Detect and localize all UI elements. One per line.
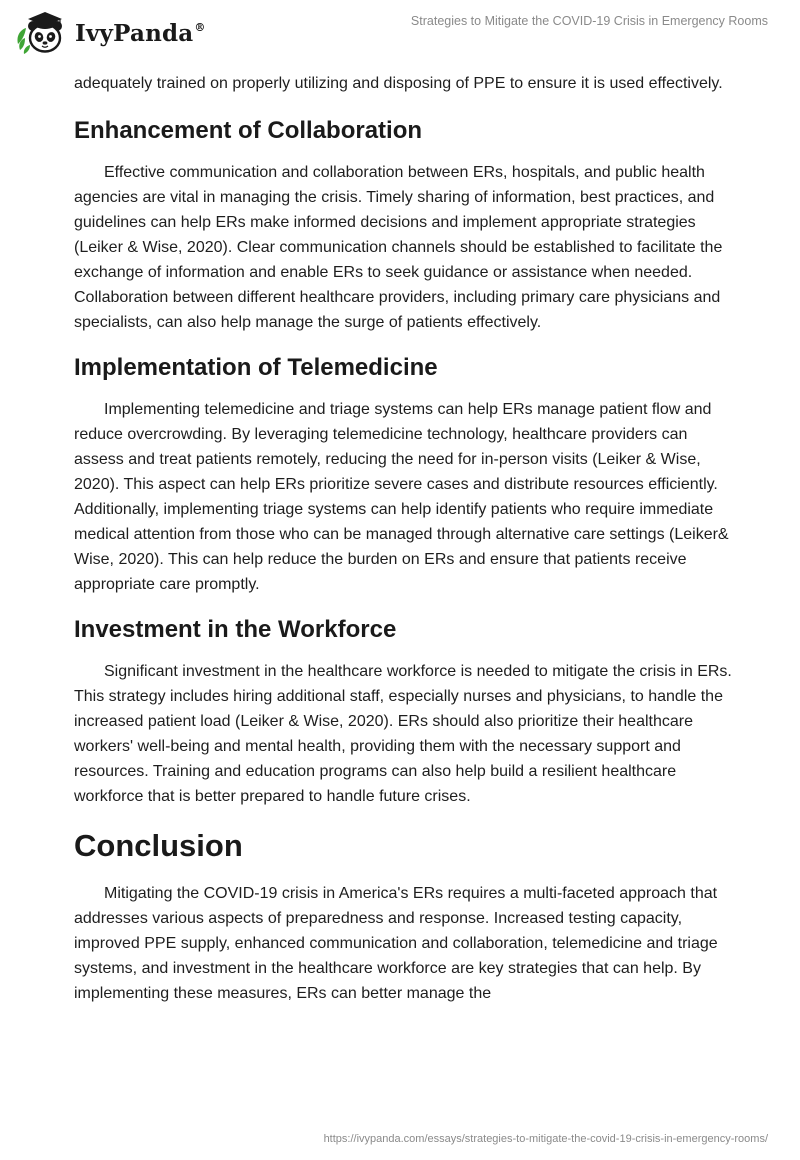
page-header — [0, 0, 800, 64]
registered-mark: ® — [194, 20, 206, 34]
conclusion-paragraph: Mitigating the COVID-19 crisis in America's ERs requires a multi-faceted approach that addresses various aspects of preparedness and response. Increased testing capacity, improved PPE supply, enhanced communication and collaboration, telemedicine and triage systems, and investment in the healthcare workforce are key strategies that can help. By implementing these measures, ERs can better manage the — [74, 885, 718, 1002]
conclusion-heading: Conclusion — [74, 828, 243, 863]
section-paragraph-collaboration: Effective communication and collaboration between ERs, hospitals, and public health agencies are vital in managing the crisis. Timely sharing of information, best practices, and guidelines can help ERs make informed decisions and implement appropriate strategies (Leiker & Wise, 2020). Clear communication channels should be established to facilitate the exchange of information and enable ERs to seek guidance or assistance when needed. Collaboration between different healthcare providers, including primary care physicians and specialists, can also help manage the surge of patients effectively. — [74, 164, 723, 331]
section-paragraph-workforce: Significant investment in the healthcare workforce is needed to mitigate the crisis in ERs. This strategy includes hiring additional staff, especially nurses and physicians, to handle the increased patient load (Leiker & Wise, 2020). ERs should also prioritize their healthcare workers' well-being and mental health, providing them with the necessary support and resources. Training and education programs can also help build a resilient healthcare workforce that is better prepared to handle future crises. — [74, 663, 732, 805]
ivypanda-logo[interactable] — [14, 6, 206, 56]
section-paragraph-telemedicine: Implementing telemedicine and triage systems can help ERs manage patient flow and reduce overcrowding. By leveraging telemedicine technology, healthcare providers can assess and treat patients remotely, reducing the need for in-person visits (Leiker & Wise, 2020). This aspect can help ERs prioritize severe cases and distribute resources efficiently. Additionally, implementing triage systems can help identify patients who require immediate medical attention from those who can be managed through alternative care settings (Leiker& Wise, 2020). This can help reduce the burden on ERs and ensure that patients receive appropriate care promptly. — [74, 401, 729, 593]
section-heading-telemedicine: Implementation of Telemedicine — [74, 354, 438, 381]
source-url[interactable]: https://ivypanda.com/essays/strategies-to-mitigate-the-covid-19-crisis-in-emergency-rooms/ — [323, 1133, 768, 1145]
document-title: Strategies to Mitigate the COVID-19 Crisis in Emergency Rooms — [410, 14, 768, 28]
section-heading-collaboration: Enhancement of Collaboration — [74, 117, 423, 144]
intro-continuation: adequately trained on properly utilizing and disposing of PPE to ensure it is used effectively. — [74, 75, 723, 92]
brand-name: IvyPanda® — [75, 19, 206, 47]
essay-content — [74, 71, 734, 1006]
panda-graduate-icon — [14, 6, 72, 56]
section-heading-workforce: Investment in the Workforce — [74, 616, 397, 643]
